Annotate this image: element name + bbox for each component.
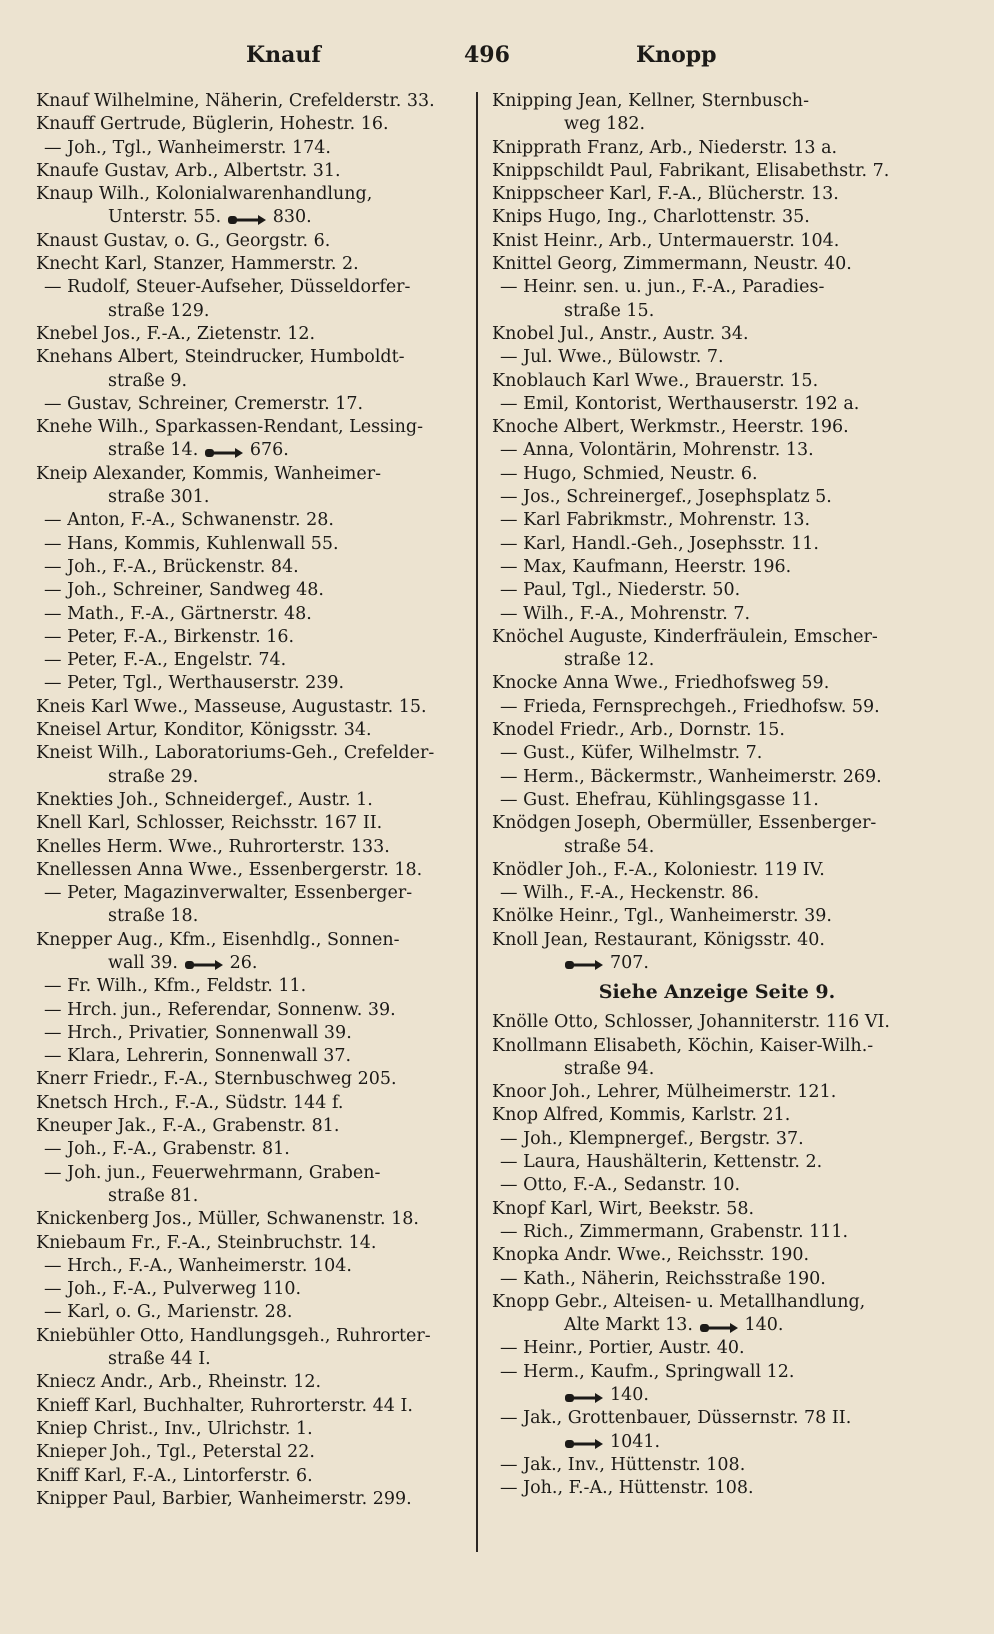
directory-entry-line [492,1361,942,1384]
telephone-number: 26. [229,952,258,973]
directory-entry-line [36,836,476,859]
entry-text: — Frieda, Fernsprechgeh., Friedhofsw. 59. [500,696,880,717]
entry-text: — Jos., Schreinergef., Josephsplatz 5. [500,487,832,508]
directory-entry-line [36,1208,476,1231]
directory-entry-line [492,696,942,719]
entry-text: Knoll Jean, Restaurant, Königsstr. 40. [492,929,825,950]
directory-entry-line [492,393,942,416]
directory-entry-line [492,766,942,789]
entry-text: — Jak., Inv., Hüttenstr. 108. [500,1454,746,1475]
entry-text: — Joh., Tgl., Wanheimerstr. 174. [44,137,331,158]
entry-text: Knecht Karl, Stanzer, Hammerstr. 2. [36,254,359,275]
directory-entry-line [36,253,476,276]
directory-entry-line [36,789,476,812]
entry-text: Kniff Karl, F.-A., Lintorferstr. 6. [36,1465,313,1486]
entry-text: — Anna, Volontärin, Mohrenstr. 13. [500,440,814,461]
directory-entry-line [492,649,942,672]
entry-text: — Hans, Kommis, Kuhlenwall 55. [44,533,339,554]
entry-text: — Joh., F.-A., Pulverweg 110. [44,1279,302,1300]
directory-entry-line [36,975,476,998]
entry-text: Knippscheer Karl, F.-A., Blücherstr. 13. [492,184,839,205]
entry-text: — Joh. jun., Feuerwehrmann, Graben- [44,1162,381,1183]
entry-text: straße 29. [108,766,199,787]
entry-text: Kneist Wilh., Laboratoriums-Geh., Crefelder- [36,743,435,764]
directory-entry-line [36,276,476,299]
directory-entry-line [492,1011,942,1034]
entry-text: straße 94. [564,1058,655,1079]
entry-text: Knoblauch Karl Wwe., Brauerstr. 15. [492,370,819,391]
entry-text: — Joh., Klempnergef., Bergstr. 37. [500,1128,804,1149]
directory-entry-line [36,90,476,113]
header-right-keyword: Knopp [636,42,717,68]
directory-entry-line [36,882,476,905]
directory-entry-line [492,1384,942,1407]
header-left-keyword: Knauf [246,42,321,68]
directory-entry-line [492,439,942,462]
entry-text: — Herm., Kaufm., Springwall 12. [500,1361,795,1382]
entry-text: — Karl, o. G., Marienstr. 28. [44,1302,293,1323]
directory-entry-line [36,626,476,649]
directory-entry-line [492,603,942,626]
entry-text: Knippschildt Paul, Fabrikant, Elisabethstr. 7. [492,160,890,181]
entry-text: straße 129. [108,300,210,321]
directory-entry-line [36,463,476,486]
telephone-number: 140. [744,1315,784,1336]
entry-text: — Math., F.-A., Gärtnerstr. 48. [44,603,312,624]
entry-text: Knipprath Franz, Arb., Niederstr. 13 a. [492,137,838,158]
telephone-icon [204,444,244,458]
directory-entry-line [492,556,942,579]
entry-text: Knopf Karl, Wirt, Beekstr. 58. [492,1198,755,1219]
directory-entry-line [492,276,942,299]
directory-entry-line [36,1115,476,1138]
directory-entry-line [36,1278,476,1301]
right-column [492,90,942,1501]
directory-entry-line [36,929,476,952]
directory-entry-line [492,1244,942,1267]
entry-text: straße 15. [564,300,655,321]
directory-entry-line [36,509,476,532]
telephone-number: 830. [272,207,312,228]
entry-text: — Laura, Haushälterin, Kettenstr. 2. [500,1152,823,1173]
entry-text: Kniebühler Otto, Handlungsgeh., Ruhrorter- [36,1325,431,1346]
entry-text: Knekties Joh., Schneidergef., Austr. 1. [36,789,373,810]
telephone-icon [564,1435,604,1449]
directory-entry-line [492,905,942,928]
directory-entry-line [36,1068,476,1091]
directory-entry-line [36,370,476,393]
directory-entry-line [492,626,942,649]
directory-entry-line [492,113,942,136]
entry-text: — Peter, F.-A., Engelstr. 74. [44,650,287,671]
entry-text: Knipping Jean, Kellner, Sternbusch- [492,91,809,111]
directory-entry-line [36,999,476,1022]
entry-text: Knölke Heinr., Tgl., Wanheimerstr. 39. [492,906,832,927]
directory-entry-line [492,1454,942,1477]
directory-entry-line [492,183,942,206]
entry-text: — Peter, Tgl., Werthauserstr. 239. [44,673,345,694]
entry-text: Knepper Aug., Kfm., Eisenhdlg., Sonnen- [36,929,400,950]
directory-entry-line [36,1232,476,1255]
telephone-icon [227,211,267,225]
entry-text: Knollmann Elisabeth, Köchin, Kaiser-Wilh.- [492,1035,874,1056]
directory-entry-line [492,346,942,369]
directory-entry-line [36,486,476,509]
directory-entry-line [36,393,476,416]
entry-text: — Joh., F.-A., Hüttenstr. 108. [500,1478,754,1499]
page-number: 496 [464,42,510,68]
directory-entry-line [36,323,476,346]
entry-text: Knips Hugo, Ing., Charlottenstr. 35. [492,207,810,228]
directory-entry-line [36,1371,476,1394]
entry-text: Kniep Christ., Inv., Ulrichstr. 1. [36,1418,313,1439]
entry-text: straße 301. [108,487,210,508]
entry-text: straße 44 I. [108,1349,211,1370]
directory-entry-line [492,882,942,905]
directory-entry-line [36,1022,476,1045]
entry-text: — Wilh., F.-A., Heckenstr. 86. [500,883,760,904]
entry-text: Knauff Gertrude, Büglerin, Hohestr. 16. [36,114,389,135]
telephone-icon [564,956,604,970]
entry-text: — Heinr., Portier, Austr. 40. [500,1338,745,1359]
directory-entry-line [36,742,476,765]
directory-entry-line [36,556,476,579]
directory-entry-line [492,1477,942,1500]
directory-entry-line [36,1092,476,1115]
directory-entry-line [492,1407,942,1430]
directory-entry-line [492,1268,942,1291]
directory-entry-line [492,253,942,276]
entry-text: Knaufe Gustav, Arb., Albertstr. 31. [36,160,341,181]
entry-text: Knetsch Hrch., F.-A., Südstr. 144 f. [36,1092,344,1113]
directory-entry-line [36,603,476,626]
advertisement-note [492,975,942,1011]
entry-text: Knickenberg Jos., Müller, Schwanenstr. 18. [36,1209,419,1230]
directory-entry-line [492,1291,942,1314]
directory-entry-line [36,812,476,835]
entry-text: — Joh., F.-A., Brückenstr. 84. [44,556,299,577]
left-column [36,90,476,1511]
directory-entry-line [36,1418,476,1441]
directory-entry-line [492,812,942,835]
directory-entry-line [36,649,476,672]
entry-text: Knieper Joh., Tgl., Peterstal 22. [36,1442,315,1463]
entry-text: — Joh., Schreiner, Sandweg 48. [44,580,324,601]
directory-entry-line [492,579,942,602]
entry-text: Knoche Albert, Werkmstr., Heerstr. 196. [492,417,849,438]
entry-text: Knodel Friedr., Arb., Dornstr. 15. [492,720,785,741]
entry-text: — Heinr. sen. u. jun., F.-A., Paradies- [500,277,825,298]
telephone-number: 707. [610,952,649,973]
directory-entry-line [36,1465,476,1488]
entry-text: — Klara, Lehrerin, Sonnenwall 37. [44,1046,352,1067]
directory-entry-line [36,183,476,206]
entry-text: — Hugo, Schmied, Neustr. 6. [500,463,758,484]
entry-text: — Gust., Küfer, Wilhelmstr. 7. [500,743,763,764]
page-header [36,38,958,78]
telephone-number: 1041. [610,1431,661,1452]
directory-entry-line [36,696,476,719]
directory-entry-line [36,230,476,253]
entry-text: Knist Heinr., Arb., Untermauerstr. 104. [492,230,840,251]
directory-entry-line [492,509,942,532]
entry-text: Kneip Alexander, Kommis, Wanheimer- [36,463,382,484]
directory-entry-line [36,672,476,695]
directory-entry-line [492,300,942,323]
directory-entry-line [36,766,476,789]
entry-text: — Jak., Grottenbauer, Düssernstr. 78 II. [500,1408,852,1429]
entry-text: Knehans Albert, Steindrucker, Humboldt- [36,347,405,368]
entry-text: Unterstr. 55. [108,207,222,228]
entry-text: — Hrch., Privatier, Sonnenwall 39. [44,1022,352,1043]
directory-entry-line [36,905,476,928]
telephone-number: 140. [610,1385,649,1406]
directory-entry-line [36,1045,476,1068]
directory-entry-line [492,929,942,952]
directory-entry-line [36,439,476,462]
entry-text: — Anton, F.-A., Schwanenstr. 28. [44,510,334,531]
directory-entry-line [492,416,942,439]
directory-entry-line [492,230,942,253]
directory-entry-line [492,533,942,556]
directory-entry-line [492,1058,942,1081]
directory-entry-line [36,1255,476,1278]
entry-text: Knödgen Joseph, Obermüller, Essenberger- [492,813,877,834]
directory-entry-line [36,346,476,369]
entry-text: Knöchel Auguste, Kinderfräulein, Emscher- [492,626,878,647]
entry-text: — Karl, Handl.-Geh., Josephsstr. 11. [500,533,819,554]
entry-text: Knellessen Anna Wwe., Essenbergerstr. 18. [36,859,423,880]
directory-entry-line [36,1301,476,1324]
entry-text: — Rich., Zimmermann, Grabenstr. 111. [500,1221,849,1242]
directory-entry-line [492,323,942,346]
entry-text: — Peter, Magazinverwalter, Essenberger- [44,883,413,904]
entry-text: Knödler Joh., F.-A., Koloniestr. 119 IV. [492,859,825,880]
directory-entry-line [36,1185,476,1208]
entry-text: Knopp Gebr., Alteisen- u. Metallhandlung, [492,1291,866,1312]
entry-text: Knobel Jul., Anstr., Austr. 34. [492,323,749,344]
entry-text: — Peter, F.-A., Birkenstr. 16. [44,626,295,647]
directory-entry-line [492,859,942,882]
directory-entry-line [36,137,476,160]
entry-text: Knell Karl, Schlosser, Reichsstr. 167 II. [36,813,383,834]
directory-entry-line [36,1348,476,1371]
entry-text: — Paul, Tgl., Niederstr. 50. [500,580,741,601]
directory-entry-line [492,1104,942,1127]
directory-entry-line [36,113,476,136]
telephone-icon [564,1389,604,1403]
directory-entry-line [492,1431,942,1454]
directory-entry-line [36,533,476,556]
telephone-icon [699,1319,739,1333]
entry-text: — Fr. Wilh., Kfm., Feldstr. 11. [44,976,307,997]
entry-text: Knauf Wilhelmine, Näherin, Crefelderstr. 33. [36,91,435,111]
entry-text: wall 39. [108,952,178,973]
entry-text: Knittel Georg, Zimmermann, Neustr. 40. [492,254,852,275]
directory-entry-line [492,206,942,229]
directory-entry-line [492,742,942,765]
directory-entry-line [492,789,942,812]
entry-text: — Joh., F.-A., Grabenstr. 81. [44,1139,290,1160]
entry-text: — Max, Kaufmann, Heerstr. 196. [500,556,792,577]
entry-text: — Rudolf, Steuer-Aufseher, Düsseldorfer- [44,277,411,298]
directory-entry-line [36,206,476,229]
entry-text: Knoor Joh., Lehrer, Mülheimerstr. 121. [492,1082,837,1103]
directory-entry-line [492,1174,942,1197]
entry-text: Siehe Anzeige Seite 9. [598,981,836,1004]
entry-text: Kneis Karl Wwe., Masseuse, Augustastr. 15. [36,696,427,717]
entry-text: — Hrch., F.-A., Wanheimerstr. 104. [44,1255,352,1276]
entry-text: — Karl Fabrikmstr., Mohrenstr. 13. [500,510,811,531]
entry-text: straße 18. [108,906,199,927]
entry-text: Knaup Wilh., Kolonialwarenhandlung, [36,184,373,205]
entry-text: — Jul. Wwe., Bülowstr. 7. [500,347,724,368]
telephone-icon [184,956,224,970]
entry-text: Knieff Karl, Buchhalter, Ruhrorterstr. 44 I. [36,1395,413,1416]
directory-entry-line [492,719,942,742]
directory-entry-line [492,137,942,160]
directory-entry-line [36,952,476,975]
directory-entry-line [492,486,942,509]
entry-text: Kneuper Jak., F.-A., Grabenstr. 81. [36,1116,340,1137]
entry-text: straße 9. [108,370,188,391]
entry-text: Knocke Anna Wwe., Friedhofsweg 59. [492,673,830,694]
entry-text: Knölle Otto, Schlosser, Johanniterstr. 116 VI. [492,1012,890,1033]
directory-entry-line [492,160,942,183]
directory-entry-line [492,1314,942,1337]
entry-text: Kniebaum Fr., F.-A., Steinbruchstr. 14. [36,1232,377,1253]
column-divider [476,92,478,1552]
directory-entry-line [492,1035,942,1058]
entry-text: Knebel Jos., F.-A., Zietenstr. 12. [36,323,316,344]
directory-entry-line [36,300,476,323]
directory-entry-line [36,1488,476,1511]
directory-entry-line [36,579,476,602]
telephone-number: 676. [249,440,289,461]
entry-text: — Otto, F.-A., Sedanstr. 10. [500,1175,741,1196]
entry-text: Kneisel Artur, Konditor, Königsstr. 34. [36,720,372,741]
entry-text: Knelles Herm. Wwe., Ruhrorterstr. 133. [36,836,390,857]
entry-text: — Gustav, Schreiner, Cremerstr. 17. [44,393,364,414]
directory-entry-line [36,1162,476,1185]
entry-text: Kniecz Andr., Arb., Rheinstr. 12. [36,1372,322,1393]
entry-text: straße 14. [108,440,199,461]
directory-entry-line [36,1395,476,1418]
entry-text: — Herm., Bäckermstr., Wanheimerstr. 269. [500,766,882,787]
directory-entry-line [492,370,942,393]
directory-entry-line [36,859,476,882]
entry-text: — Hrch. jun., Referendar, Sonnenw. 39. [44,999,396,1020]
entry-text: Knop Alfred, Kommis, Karlstr. 21. [492,1105,791,1126]
directory-entry-line [492,672,942,695]
entry-text: — Gust. Ehefrau, Kühlingsgasse 11. [500,789,819,810]
directory-entry-line [492,1221,942,1244]
directory-entry-line [492,1151,942,1174]
entry-text: — Wilh., F.-A., Mohrenstr. 7. [500,603,751,624]
directory-entry-line [492,1337,942,1360]
entry-text: Knerr Friedr., F.-A., Sternbuschweg 205. [36,1069,397,1090]
entry-text: straße 54. [564,836,655,857]
directory-entry-line [36,719,476,742]
directory-entry-line [492,836,942,859]
entry-text: Alte Markt 13. [564,1315,693,1336]
directory-entry-line [36,416,476,439]
entry-text: Knipper Paul, Barbier, Wanheimerstr. 299. [36,1488,412,1509]
entry-text: Knopka Andr. Wwe., Reichsstr. 190. [492,1245,810,1266]
directory-entry-line [492,1081,942,1104]
entry-text: straße 12. [564,650,655,671]
entry-text: Knaust Gustav, o. G., Georgstr. 6. [36,230,331,251]
entry-text: Knehe Wilh., Sparkassen-Rendant, Lessing- [36,417,424,438]
entry-text: weg 182. [564,114,646,135]
entry-text: — Kath., Näherin, Reichsstraße 190. [500,1268,826,1289]
directory-entry-line [36,1325,476,1348]
directory-entry-line [492,952,942,975]
directory-entry-line [36,1441,476,1464]
directory-entry-line [492,90,942,113]
directory-entry-line [492,463,942,486]
directory-entry-line [492,1198,942,1221]
entry-text: straße 81. [108,1185,199,1206]
directory-entry-line [492,1128,942,1151]
directory-entry-line [36,1138,476,1161]
entry-text: — Emil, Kontorist, Werthauserstr. 192 a. [500,393,860,414]
directory-entry-line [36,160,476,183]
